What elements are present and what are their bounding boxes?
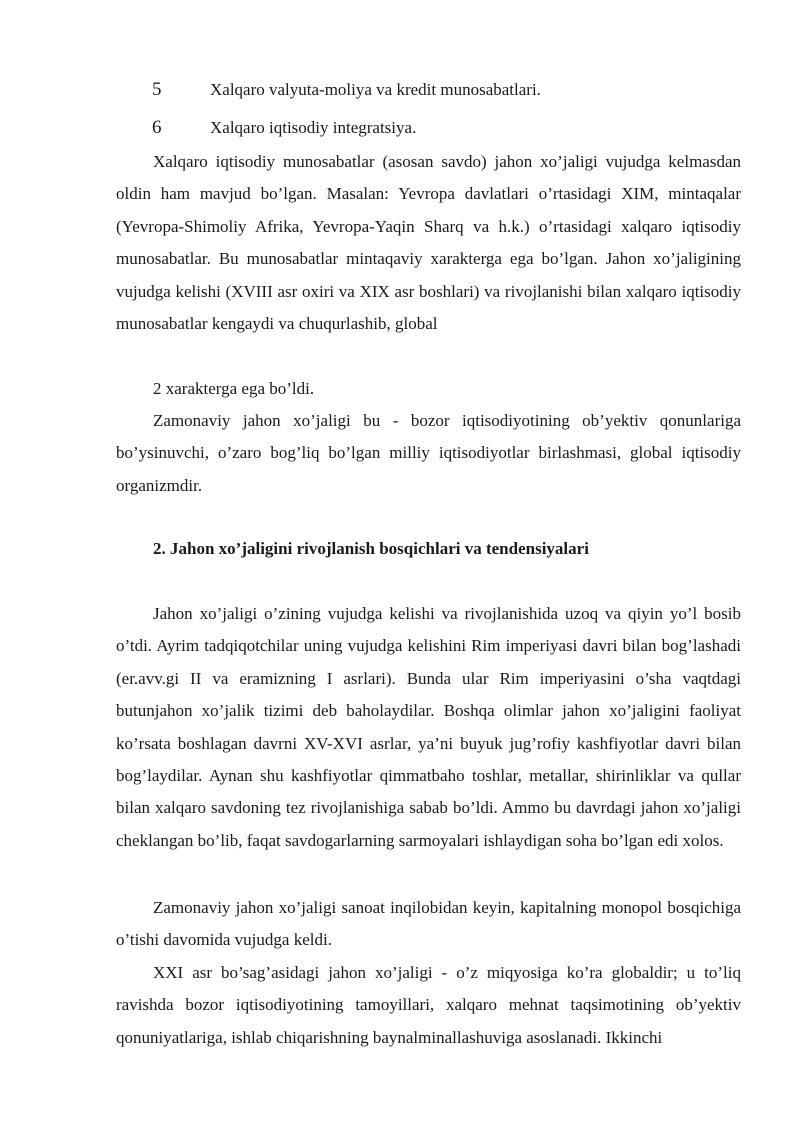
list-text: Xalqaro valyuta-moliya va kredit munosabatlari.	[210, 80, 541, 99]
list-item-6	[152, 117, 416, 139]
paragraph-3: Zamonaviy jahon xo’jaligi bu - bozor iqtisodiyotining ob’yektiv qonunlariga bo’ysinuvchi, o’zaro bog’liq bo’lgan milliy iqtisodiyotlar birlashmasi, global iqtisodiy organizmdir.	[116, 411, 741, 495]
list-number: 5	[152, 79, 162, 100]
list-number: 6	[152, 117, 162, 138]
paragraph-2: 2 xarakterga ega bo’ldi.	[153, 379, 315, 398]
list-text: Xalqaro iqtisodiy integratsiya.	[210, 118, 417, 137]
paragraph-6: XXI asr bo’sag’asidagi jahon xo’jaligi - o’z miqyosiga ko’ra globaldir; u to’liq ravishda bozor iqtisodiyotining tamoyillari, xalqaro mehnat taqsimotining ob’yektiv qonuniyatlariga, ishlab chiqarishning baynalminallashuviga asoslanadi. Ikkinchi	[116, 963, 741, 1047]
paragraph-5: Zamonaviy jahon xo’jaligi sanoat inqilobidan keyin, kapitalning monopol bosqichiga o’tishi davomida vujudga keldi.	[116, 898, 741, 950]
paragraph-4: Jahon xo’jaligi o’zining vujudga kelishi va rivojlanishida uzoq va qiyin yo’l bosib o’tdi. Ayrim tadqiqotchilar uning vujudga kelishini Rim imperiyasi davri bilan bog’lashadi (er.avv.gi II va eramizning I asrlari). Bunda ular Rim imperiyasini o’sha vaqtdagi butunjahon xo’jalik tizimi deb baholaydilar. Boshqa olimlar jahon xo’jaligini faoliyat ko’rsata boshlagan davrni XV-XVI asrlar, ya’ni buyuk jug’rofiy kashfiyotlar davri bilan bog’laydilar. Aynan shu kashfiyotlar qimmatbaho toshlar, metallar, shirinliklar va qullar bilan xalqaro savdoning tez rivojlanishiga sabab bo’ldi. Ammo bu davrdagi jahon xo’jaligi cheklangan bo’lib, faqat savdogarlarning sarmoyalari ishlaydigan soha bo’lgan edi xolos.	[116, 604, 741, 850]
list-item-5	[152, 79, 541, 101]
paragraph-1: Xalqaro iqtisodiy munosabatlar (asosan savdo) jahon xo’jaligi vujudga kelmasdan oldin ham mavjud bo’lgan. Masalan: Yevropa davlatlari o’rtasidagi XIM, mintaqalar (Yevropa-Shimoliy Afrika, Yevropa-Yaqin Sharq va h.k.) o’rtasidagi xalqaro iqtisodiy munosabatlar. Bu munosabatlar mintaqaviy xarakterga ega bo’lgan. Jahon xo’jaligining vujudga kelishi (XVIII asr oxiri va XIX asr boshlari) va rivojlanishi bilan xalqaro iqtisodiy munosabatlar kengaydi va chuqurlashib, global	[116, 152, 741, 334]
section-heading: 2. Jahon xo’jaligini rivojlanish bosqichlari va tendensiyalari	[153, 539, 589, 558]
